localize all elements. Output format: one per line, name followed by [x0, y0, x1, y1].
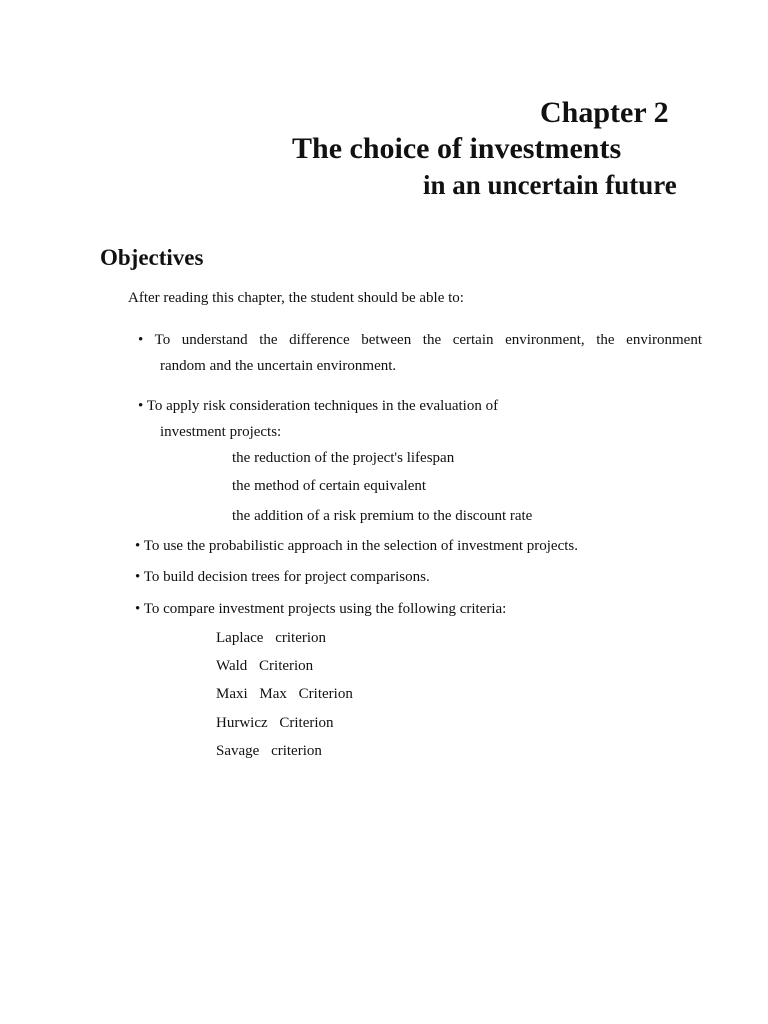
criterion-item: Wald Criterion	[216, 658, 314, 674]
objectives-heading: Objectives	[100, 245, 204, 270]
criterion-item: Maxi Max Criterion	[216, 686, 353, 702]
objective-bullet-3: • To use the probabilistic approach in the selection of investment projects.	[135, 538, 578, 554]
criterion-item: Savage criterion	[216, 743, 322, 759]
objective-bullet-1-line-1: • To understand the difference between the certain environment, the environment	[138, 332, 702, 348]
criterion-item: Hurwicz Criterion	[216, 715, 334, 731]
risk-technique-item: the addition of a risk premium to the discount rate	[232, 508, 533, 524]
risk-technique-item: the reduction of the project's lifespan	[232, 450, 455, 466]
objective-bullet-2-line-1: • To apply risk consideration techniques in the evaluation of	[138, 398, 499, 414]
criterion-item: Laplace criterion	[216, 630, 327, 646]
chapter-title-line-2: in an uncertain future	[423, 170, 677, 200]
objective-bullet-1-line-2: random and the uncertain environment.	[160, 358, 397, 374]
objective-bullet-5: • To compare investment projects using the following criteria:	[135, 601, 507, 617]
objectives-intro: After reading this chapter, the student should be able to:	[128, 290, 464, 306]
objective-bullet-4: • To build decision trees for project comparisons.	[135, 569, 430, 585]
chapter-number: Chapter 2	[540, 96, 669, 129]
chapter-title-line-1: The choice of investments	[292, 132, 622, 165]
risk-technique-item: the method of certain equivalent	[232, 478, 427, 494]
objective-bullet-2-line-2: investment projects:	[160, 424, 282, 440]
